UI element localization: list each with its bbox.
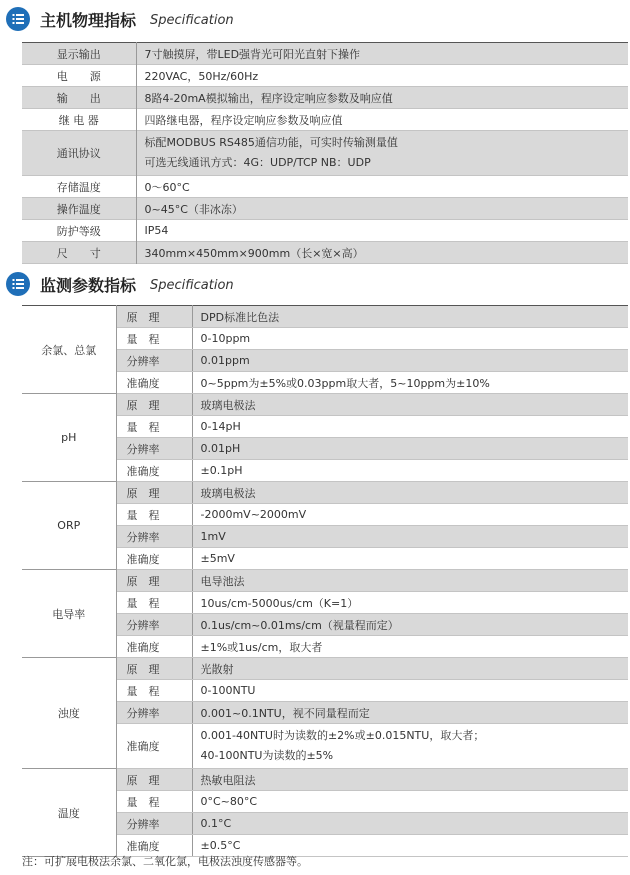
param-value (192, 394, 628, 416)
param-group-name: ORP (22, 482, 116, 570)
param-value (192, 372, 628, 394)
spec-row (22, 220, 628, 242)
param-value-line: 0°C~80°C (200, 795, 258, 808)
param-value-line: 0.1us/cm~0.01ms/cm（视量程而定） (200, 618, 399, 632)
param-value-line: -2000mV~2000mV (200, 508, 307, 521)
param-label: 原 理 (116, 482, 192, 504)
param-value-line: 10us/cm-5000us/cm（K=1） (200, 596, 359, 610)
spec-key: 电 源 (22, 65, 136, 87)
param-value-line: 热敏电阻法 (200, 773, 256, 787)
spec-row (22, 176, 628, 198)
spec-row (22, 109, 628, 131)
param-value-line: 玻璃电极法 (200, 486, 256, 500)
spec-key: 输 出 (22, 87, 136, 109)
spec-value-line: 220VAC，50Hz/60Hz (144, 69, 259, 83)
param-value (192, 791, 628, 813)
param-value-line: 0.01pH (200, 442, 241, 455)
param-value (192, 504, 628, 526)
param-label: 原 理 (116, 570, 192, 592)
param-value (192, 680, 628, 702)
spec-key: 尺 寸 (22, 242, 136, 264)
param-value (192, 614, 628, 636)
param-group-name: 浊度 (22, 658, 116, 769)
param-value (192, 724, 628, 769)
param-label: 量 程 (116, 680, 192, 702)
spec-value-line: IP54 (144, 224, 169, 237)
param-label: 量 程 (116, 791, 192, 813)
param-value (192, 306, 628, 328)
physical-spec-table (22, 42, 628, 264)
spec-value (136, 242, 628, 264)
param-label: 原 理 (116, 769, 192, 791)
section-subtitle: Specification (150, 13, 234, 28)
param-label: 量 程 (116, 416, 192, 438)
spec-value-line: 8路4-20mA模拟输出，程序设定响应参数及响应值 (144, 91, 393, 105)
param-label: 准确度 (116, 372, 192, 394)
param-value-line: 0~5ppm为±5%或0.03ppm取大者，5~10ppm为±10% (200, 376, 490, 390)
param-value (192, 438, 628, 460)
param-value (192, 416, 628, 438)
param-value (192, 636, 628, 658)
param-value-line: DPD标准比色法 (200, 310, 280, 324)
param-value-line: 电导池法 (200, 574, 245, 588)
spec-value (136, 198, 628, 220)
list-icon (6, 272, 30, 296)
param-value-line: 0-100NTU (200, 684, 256, 697)
section-header-physical (0, 2, 630, 36)
param-value (192, 548, 628, 570)
param-value-line: ±5mV (200, 552, 235, 565)
spec-value (136, 220, 628, 242)
param-value-line: ±0.1pH (200, 464, 243, 477)
param-value-line: 0.01ppm (200, 354, 250, 367)
param-value (192, 570, 628, 592)
param-value (192, 460, 628, 482)
param-label: 分辨率 (116, 813, 192, 835)
spec-row (22, 65, 628, 87)
spec-value (136, 43, 628, 65)
param-row (22, 482, 628, 504)
param-value (192, 813, 628, 835)
spec-value-line: 标配MODBUS RS485通信功能，可实时传输测量值 (144, 136, 398, 149)
spec-row (22, 87, 628, 109)
param-value-line: 0.1°C (200, 817, 232, 830)
section-header-monitoring (0, 267, 630, 301)
param-label: 原 理 (116, 306, 192, 328)
param-value-line: 0-14pH (200, 420, 241, 433)
param-value (192, 702, 628, 724)
spec-value-line: 可选无线通讯方式：4G：UDP/TCP NB：UDP (144, 156, 371, 169)
spec-row (22, 43, 628, 65)
param-label: 准确度 (116, 460, 192, 482)
spec-value (136, 131, 628, 176)
param-value-line: 玻璃电极法 (200, 398, 256, 412)
param-label: 量 程 (116, 328, 192, 350)
param-value-line: ±1%或1us/cm，取大者 (200, 640, 323, 654)
spec-value-line: 7寸触摸屏，带LED强背光可阳光直射下操作 (144, 47, 361, 61)
param-value-line: 光散射 (200, 662, 234, 676)
param-label: 分辨率 (116, 350, 192, 372)
spec-value (136, 87, 628, 109)
spec-key: 存储温度 (22, 176, 136, 198)
param-row (22, 769, 628, 791)
section-subtitle: Specification (150, 278, 234, 293)
param-value-line: 40-100NTU为读数的±5% (200, 749, 334, 762)
param-group-name: pH (22, 394, 116, 482)
param-row (22, 570, 628, 592)
spec-key: 操作温度 (22, 198, 136, 220)
spec-key: 防护等级 (22, 220, 136, 242)
param-label: 分辨率 (116, 702, 192, 724)
param-value-line: ±0.5°C (200, 839, 241, 852)
section-title: 监测参数指标 (40, 276, 137, 295)
param-label: 准确度 (116, 548, 192, 570)
param-label: 准确度 (116, 835, 192, 857)
param-value-line: 1mV (200, 530, 226, 543)
param-label: 量 程 (116, 592, 192, 614)
param-group-name: 余氯、总氯 (22, 306, 116, 394)
param-value (192, 526, 628, 548)
param-value-line: 0.001-40NTU时为读数的±2%或±0.015NTU，取大者； (200, 729, 485, 742)
spec-key: 显示输出 (22, 43, 136, 65)
param-value (192, 328, 628, 350)
param-value (192, 482, 628, 504)
param-label: 分辨率 (116, 614, 192, 636)
param-label: 量 程 (116, 504, 192, 526)
param-value (192, 592, 628, 614)
footnote: 注：可扩展电极法余氯、二氧化氯，电极法浊度传感器等。 (22, 855, 308, 868)
param-row (22, 394, 628, 416)
monitoring-spec-table (22, 305, 628, 857)
param-group-name: 电导率 (22, 570, 116, 658)
spec-key: 继 电 器 (22, 109, 136, 131)
section-title: 主机物理指标 (40, 11, 137, 30)
spec-row (22, 198, 628, 220)
param-label: 原 理 (116, 658, 192, 680)
param-value (192, 658, 628, 680)
spec-value (136, 109, 628, 131)
spec-value-line: 0~45°C（非冰冻） (144, 202, 243, 216)
spec-value-line: 0～60°C (144, 180, 190, 194)
param-label: 准确度 (116, 636, 192, 658)
param-row (22, 658, 628, 680)
param-label: 准确度 (116, 724, 192, 769)
param-value (192, 350, 628, 372)
spec-row (22, 131, 628, 176)
param-value-line: 0-10ppm (200, 332, 251, 345)
param-label: 分辨率 (116, 438, 192, 460)
param-label: 分辨率 (116, 526, 192, 548)
param-value-line: 0.001~0.1NTU，视不同量程而定 (200, 706, 370, 720)
param-value (192, 769, 628, 791)
spec-value (136, 65, 628, 87)
param-label: 原 理 (116, 394, 192, 416)
spec-value-line: 四路继电器，程序设定响应参数及响应值 (144, 113, 343, 127)
spec-value (136, 176, 628, 198)
spec-value-line: 340mm×450mm×900mm（长×宽×高） (144, 246, 364, 260)
param-row (22, 306, 628, 328)
spec-row (22, 242, 628, 264)
list-icon (6, 7, 30, 31)
param-group-name: 温度 (22, 769, 116, 857)
spec-key: 通讯协议 (22, 131, 136, 176)
